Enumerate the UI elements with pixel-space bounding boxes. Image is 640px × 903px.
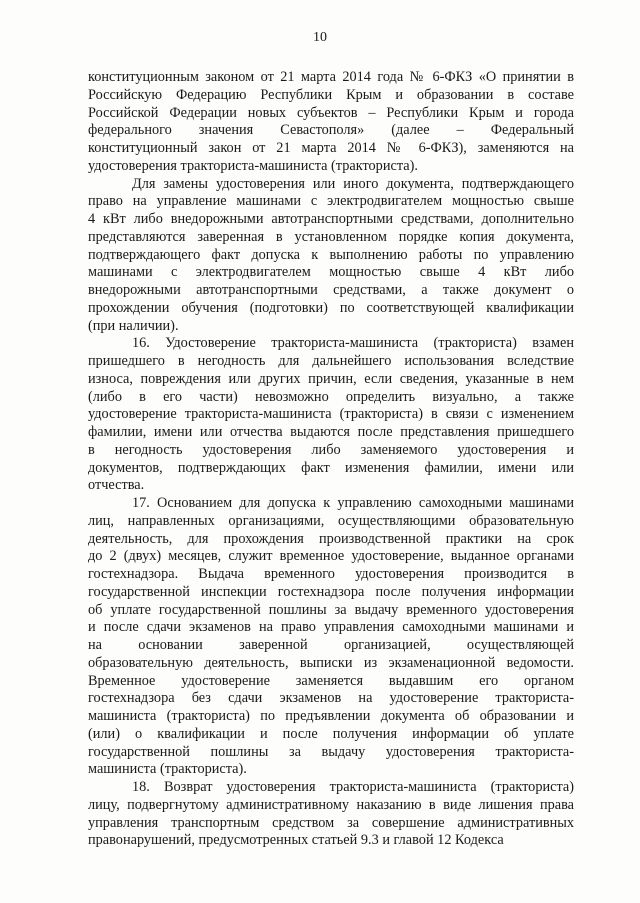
- text-line: документов, подтверждающих факт изменения фамилии, имени или: [88, 459, 574, 476]
- text-line: (либо в его части) невозможно определить визуально, а также: [88, 388, 574, 405]
- text-line: 4 кВт либо внедорожными автотранспортными средствами, дополнительно: [88, 211, 574, 227]
- text-line: 17. Основанием для допуска к управлению самоходными машинами: [132, 495, 574, 511]
- text-line: машиниста (тракториста).: [88, 761, 247, 778]
- text-line: деятельность, для прохождения производственной практики на срок: [88, 530, 574, 547]
- text-line: отчества.: [88, 477, 145, 494]
- text-line: Временное удостоверение заменяется выдавшим его органом: [88, 672, 574, 689]
- text-line: правонарушений, предусмотренных статьей 9.3 и главой 12 Кодекса: [88, 832, 504, 849]
- paragraph-item-16: [88, 335, 574, 495]
- text-line: удостоверения тракториста-машиниста (тракториста).: [88, 157, 418, 174]
- text-line: прохождении обучения (подготовки) по соответствующей квалификации: [88, 299, 574, 316]
- text-line: на основании заверенной организацией, осуществляющей: [88, 637, 574, 653]
- paragraph-replacement-documents: [88, 176, 574, 336]
- text-line: внедорожными автотранспортными средствами, а также документ о: [88, 282, 574, 298]
- text-line: подтверждающего факт допуска к выполнению работы по управлению: [88, 246, 574, 263]
- text-line: представляются заверенная в установленном порядке копия документа,: [88, 228, 574, 245]
- text-line: гостехнадзора без сдачи экзаменов на удостоверение тракториста-: [88, 690, 574, 707]
- text-line: фамилии, имени или отчества выдаются после представления пришедшего: [88, 424, 574, 440]
- text-line: лиц, направленных организациями, осуществляющими образовательную: [88, 512, 574, 529]
- text-line: конституционным законом от 21 марта 2014 года № 6-ФКЗ «О принятии в: [88, 69, 574, 85]
- text-line: (или) о квалификации и после получения информации об уплате: [88, 725, 574, 742]
- text-line: государственной инспекции гостехнадзора после получения информации: [88, 583, 574, 600]
- page-number: 10: [313, 30, 327, 45]
- text-line: государственной пошлины за выдачу удостоверения тракториста-: [88, 743, 574, 760]
- text-line: (при наличии).: [88, 317, 179, 334]
- text-line: федерального значения Севастополя» (далее – Федеральный: [88, 122, 574, 139]
- text-line: Российскую Федерацию Республики Крым и образовании в составе: [88, 86, 574, 103]
- text-line: удостоверение тракториста-машиниста (тракториста) в связи с изменением: [88, 406, 574, 423]
- text-line: машиниста (тракториста) по предъявлении документа об образовании и: [88, 708, 574, 724]
- text-line: лицу, подвергнутому административному наказанию в виде лишения права: [88, 796, 574, 813]
- text-line: до 2 (двух) месяцев, служит временное удостоверение, выданное органами: [88, 548, 574, 565]
- document-body: [88, 69, 574, 850]
- text-line: 18. Возврат удостоверения тракториста-машиниста (тракториста): [132, 779, 574, 795]
- text-line: износа, повреждения или других причин, если сведения, указанные в нем: [88, 370, 574, 387]
- text-line: Российской Федерации новых субъектов – Республики Крым и города: [88, 104, 574, 121]
- paragraph-item-17: [88, 495, 574, 779]
- text-line: и после сдачи экзаменов на право управления самоходными машинами и: [88, 619, 574, 636]
- text-line: 16. Удостоверение тракториста-машиниста (тракториста) взамен: [132, 335, 574, 352]
- text-line: Для замены удостоверения или иного документа, подтверждающего: [132, 175, 574, 192]
- text-line: гостехнадзора. Выдача временного удостоверения производится в: [88, 566, 574, 582]
- text-line: образовательную деятельность, выписки из экзаменационной ведомости.: [88, 654, 574, 671]
- text-line: пришедшего в негодность для дальнейшего использования вследствие: [88, 353, 574, 369]
- text-line: об уплате государственной пошлины за выдачу временного удостоверения: [88, 601, 574, 618]
- text-line: машинами с электродвигателем мощностью свыше 4 кВт либо: [88, 264, 574, 281]
- text-line: право на управление машинами с электродвигателем мощностью свыше: [88, 193, 574, 210]
- paragraph-continuation: [88, 69, 574, 176]
- text-line: управления транспортным средством за совершение административных: [88, 814, 574, 831]
- text-line: конституционный закон от 21 марта 2014 № 6-ФКЗ), заменяются на: [88, 140, 574, 156]
- text-line: в негодность удостоверения либо заменяемого удостоверения и: [88, 441, 574, 458]
- paragraph-item-18: [88, 779, 574, 850]
